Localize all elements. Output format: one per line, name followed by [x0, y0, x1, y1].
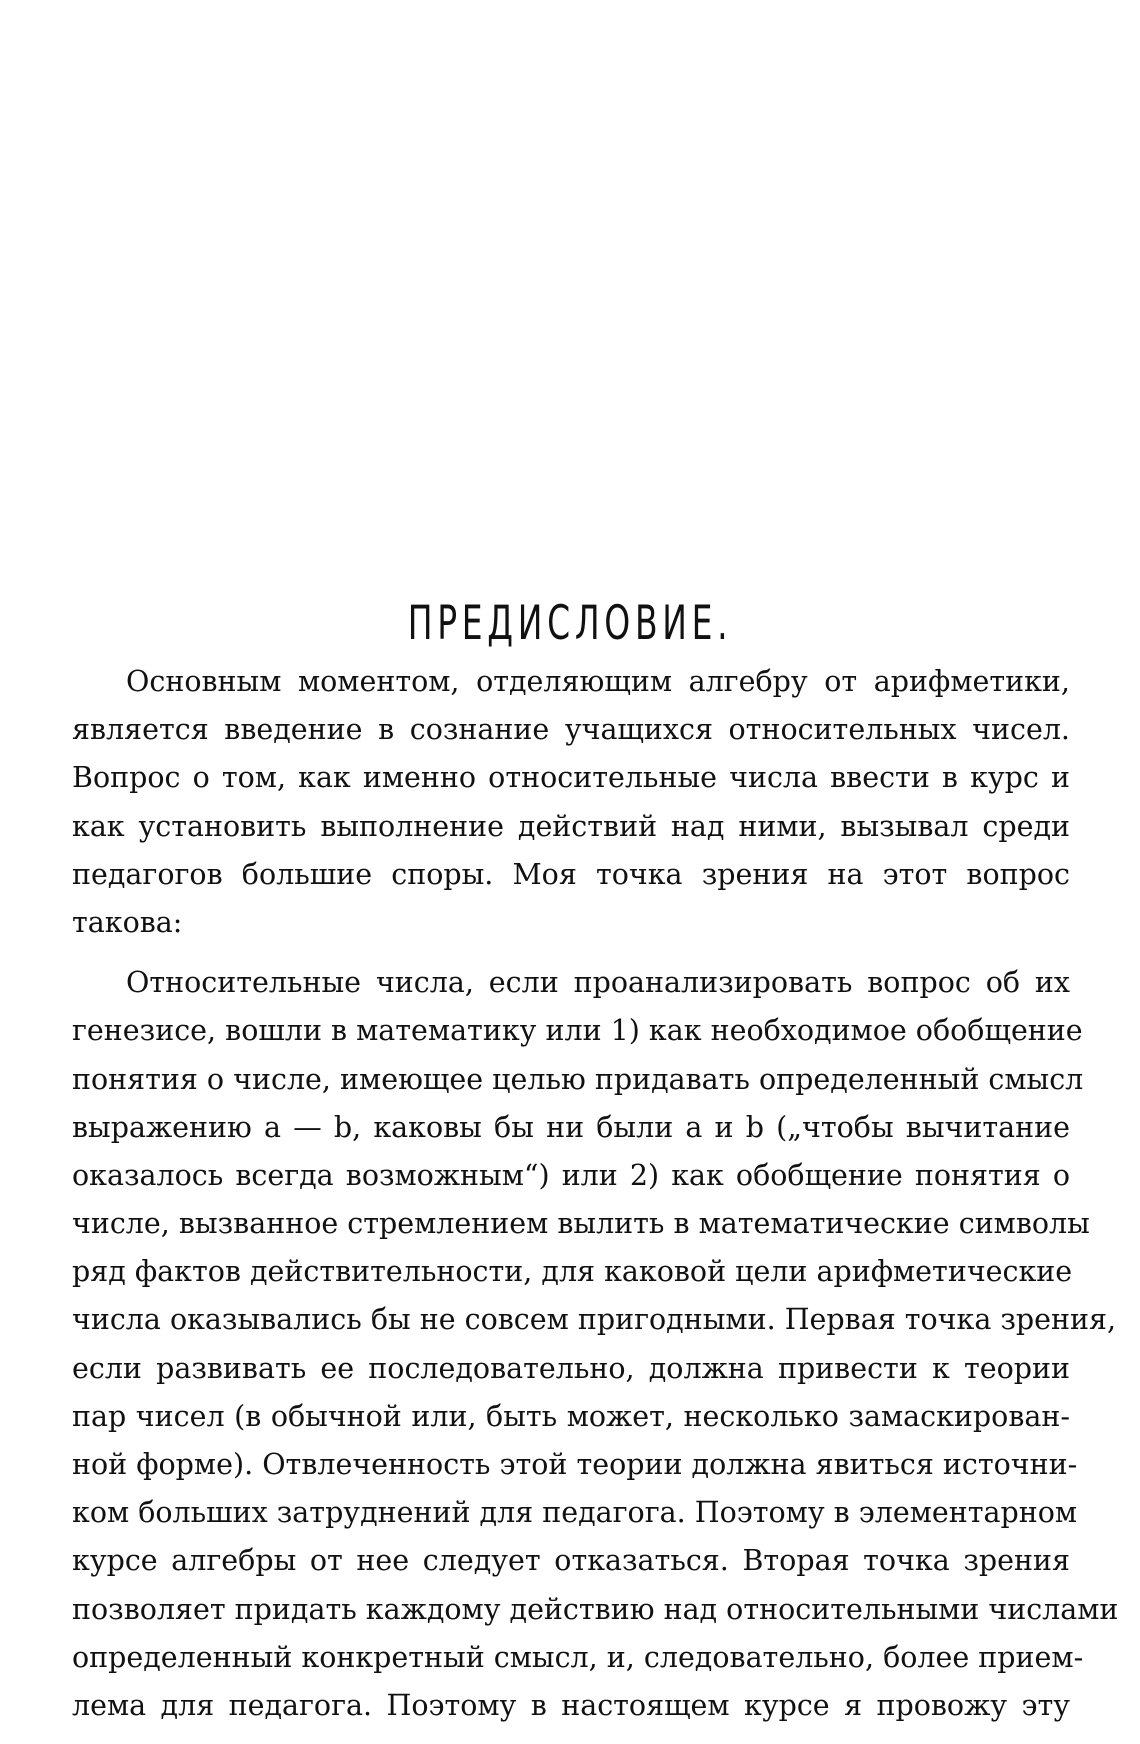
text-line: оказалось всегда возможным“) или 2) как обобщение понятия о: [72, 1158, 1070, 1192]
text-line: генезисе, вошли в математику или 1) как необходимое обобщение: [72, 1014, 1083, 1048]
text-line: определенный конкретный смысл, и, следовательно, более прием-: [72, 1640, 1084, 1674]
text-line: понятия о числе, имеющее целью придавать определенный смысл: [72, 1062, 1084, 1096]
text-line: ной форме). Отвлеченность этой теории должна явиться источни-: [72, 1448, 1078, 1481]
text-line: позволяет придать каждому действию над относительными числами: [72, 1592, 1119, 1626]
text-line: ряд фактов действительности, для каковой цели арифметические: [72, 1255, 1073, 1289]
page-title: ПРЕДИСЛОВИЕ.: [407, 596, 733, 652]
text-line: как установить выполнение действий над ними, вызывал среди: [72, 809, 1070, 843]
text-line: Вопрос о том, как именно относительные числа ввести в курс и: [72, 761, 1070, 795]
text-line: числе, вызванное стремлением вылить в математические символы: [72, 1207, 1090, 1241]
preface-text: [72, 658, 1119, 1730]
text-line: Относительные числа, если проанализировать вопрос об их: [126, 966, 1070, 1000]
text-line: лема для педагога. Поэтому в настоящем курсе я провожу эту: [72, 1688, 1070, 1722]
text-line: если развивать ее последовательно, должна привести к теории: [72, 1351, 1070, 1385]
text-line: ком больших затруднений для педагога. Поэтому в элементарном: [72, 1496, 1078, 1530]
text-line: пар чисел (в обычной или, быть может, несколько замаскирован-: [72, 1399, 1070, 1433]
paragraph-2: [72, 959, 1119, 1730]
text-line: курсе алгебры от нее следует отказаться. Вторая точка зрения: [72, 1544, 1070, 1578]
text-line: такова:: [72, 905, 183, 939]
paragraph-1: [72, 658, 1070, 947]
text-line: выражению a — b, каковы бы ни были a и b („чтобы вычитание: [72, 1110, 1070, 1144]
text-line: педагогов большие споры. Моя точка зрения на этот вопрос: [72, 857, 1070, 891]
text-line: Основным моментом, отделяющим алгебру от арифметики,: [126, 665, 1070, 698]
text-line: является введение в сознание учащихся относительных чисел.: [72, 713, 1070, 747]
text-line: числа оказывались бы не совсем пригодными. Первая точка зрения,: [72, 1303, 1117, 1337]
